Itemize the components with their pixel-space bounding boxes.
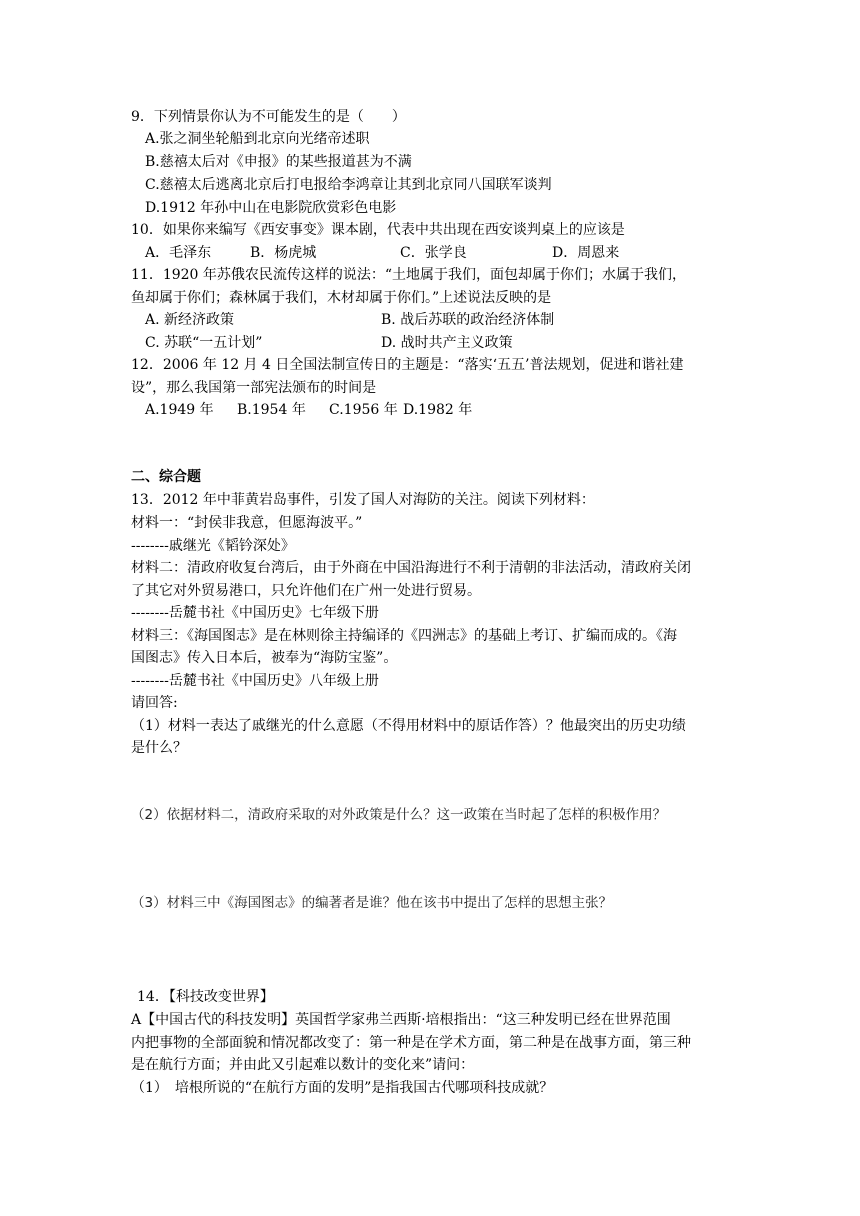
question-9-option-c: C.慈禧太后逃离北京后打电报给李鸿章让其到北京同八国联军谈判	[145, 177, 552, 193]
material-2-line1: 材料二：清政府收复台湾后，由于外商在中国沿海进行不利于清朝的非法活动，清政府关闭	[131, 560, 691, 576]
question-11-option-a: A. 新经济政策	[145, 312, 235, 328]
question-13-prompt: 请回答:	[131, 695, 178, 711]
question-10-option-b: B．杨虎城	[250, 245, 317, 261]
question-11-option-c: C. 苏联“一五计划”	[145, 335, 263, 351]
question-14-a-line2: 内把事物的全部面貌和情况都改变了：第一种是在学术方面，第二种是在战事方面，第三种	[131, 1035, 691, 1051]
question-12-option-b: B.1954 年	[237, 402, 306, 418]
question-12-stem-line2: 设”，那么我国第一部宪法颁布的时间是	[131, 380, 377, 396]
question-10-option-d: D．周恩来	[552, 245, 620, 261]
question-13-sub1-line2: 是什么？	[131, 740, 187, 756]
question-10-option-a: A．毛泽东	[145, 245, 212, 261]
question-10-stem: 10．如果你来编写《西安事变》课本剧，代表中共出现在西安谈判桌上的应该是	[131, 222, 625, 238]
question-14-a-line3: 是在航行方面；并由此又引起难以数计的变化来”请问：	[131, 1057, 475, 1073]
question-9-option-b: B.慈禧太后对《申报》的某些报道甚为不满	[145, 154, 412, 170]
section-2-heading: 二、综合题	[131, 469, 201, 485]
material-2-line2: 了其它对外贸易港口，只允许他们在广州一处进行贸易。	[131, 583, 481, 599]
question-11-stem-line1: 11．1920 年苏俄农民流传这样的说法：“土地属于我们，面包却属于你们；水属于我们，	[131, 267, 687, 283]
question-12-options	[145, 399, 472, 421]
question-12-stem-line1: 12．2006 年 12 月 4 日全国法制宣传日的主题是：“落实‘五五’普法规划，促进和谐社建	[131, 357, 684, 373]
question-14-a-line1: A【中国古代的科技发明】英国哲学家弗兰西斯·培根指出：“这三种发明已经在世界范围	[131, 1012, 671, 1028]
material-3-line2: 国图志》传入日本后，被奉为“海防宝鉴”。	[131, 650, 398, 666]
question-10-option-c: C．张学良	[400, 245, 467, 261]
question-14-title: 14．【科技改变世界】	[137, 989, 274, 1005]
question-10-options	[145, 242, 619, 264]
question-12-option-c: C.1956 年	[329, 402, 398, 418]
material-1-source: --------戚继光《韬钤深处》	[131, 538, 295, 554]
question-14-sub1: （1） 培根所说的“在航行方面的发明”是指我国古代哪项科技成就？	[131, 1080, 554, 1096]
question-13-sub3: （3）材料三中《海国图志》的编著者是谁？他在该书中提出了怎样的思想主张？	[131, 895, 613, 911]
question-12-option-a: A.1949 年	[145, 402, 214, 418]
question-11-option-d: D. 战时共产主义政策	[381, 335, 513, 351]
question-13-stem: 13．2012 年中菲黄岩岛事件，引发了国人对海防的关注。阅读下列材料：	[131, 492, 595, 508]
material-2-source: --------岳麓书社《中国历史》七年级下册	[131, 605, 379, 621]
question-9-option-a: A.张之洞坐轮船到北京向光绪帝述职	[145, 131, 370, 147]
question-11-stem-line2: 鱼却属于你们；森林属于我们，木材却属于你们。”上述说法反映的是	[131, 290, 552, 306]
question-11-option-b: B. 战后苏联的政治经济体制	[381, 312, 555, 328]
question-11-options-row2	[145, 332, 513, 354]
question-12-option-d: D.1982 年	[403, 402, 473, 418]
question-11-options-row1	[145, 309, 554, 331]
material-1: 材料一：“封侯非我意，但愿海波平。”	[131, 515, 363, 531]
question-9-stem: 9．下列情景你认为不可能发生的是（ ）	[131, 109, 406, 125]
question-9-option-d: D.1912 年孙中山在电影院欣赏彩色电影	[145, 200, 397, 216]
material-3-line1: 材料三：《海国图志》是在林则徐主持编译的《四洲志》的基础上考订、扩编而成的。《海	[131, 628, 677, 644]
material-3-source: --------岳麓书社《中国历史》八年级上册	[131, 673, 379, 689]
question-13-sub2: （2）依据材料二，清政府采取的对外政策是什么？这一政策在当时起了怎样的积极作用？	[131, 807, 667, 823]
question-13-sub1-line1: （1）材料一表达了戚继光的什么意愿（不得用材料中的原话作答）？他最突出的历史功绩	[131, 718, 686, 734]
